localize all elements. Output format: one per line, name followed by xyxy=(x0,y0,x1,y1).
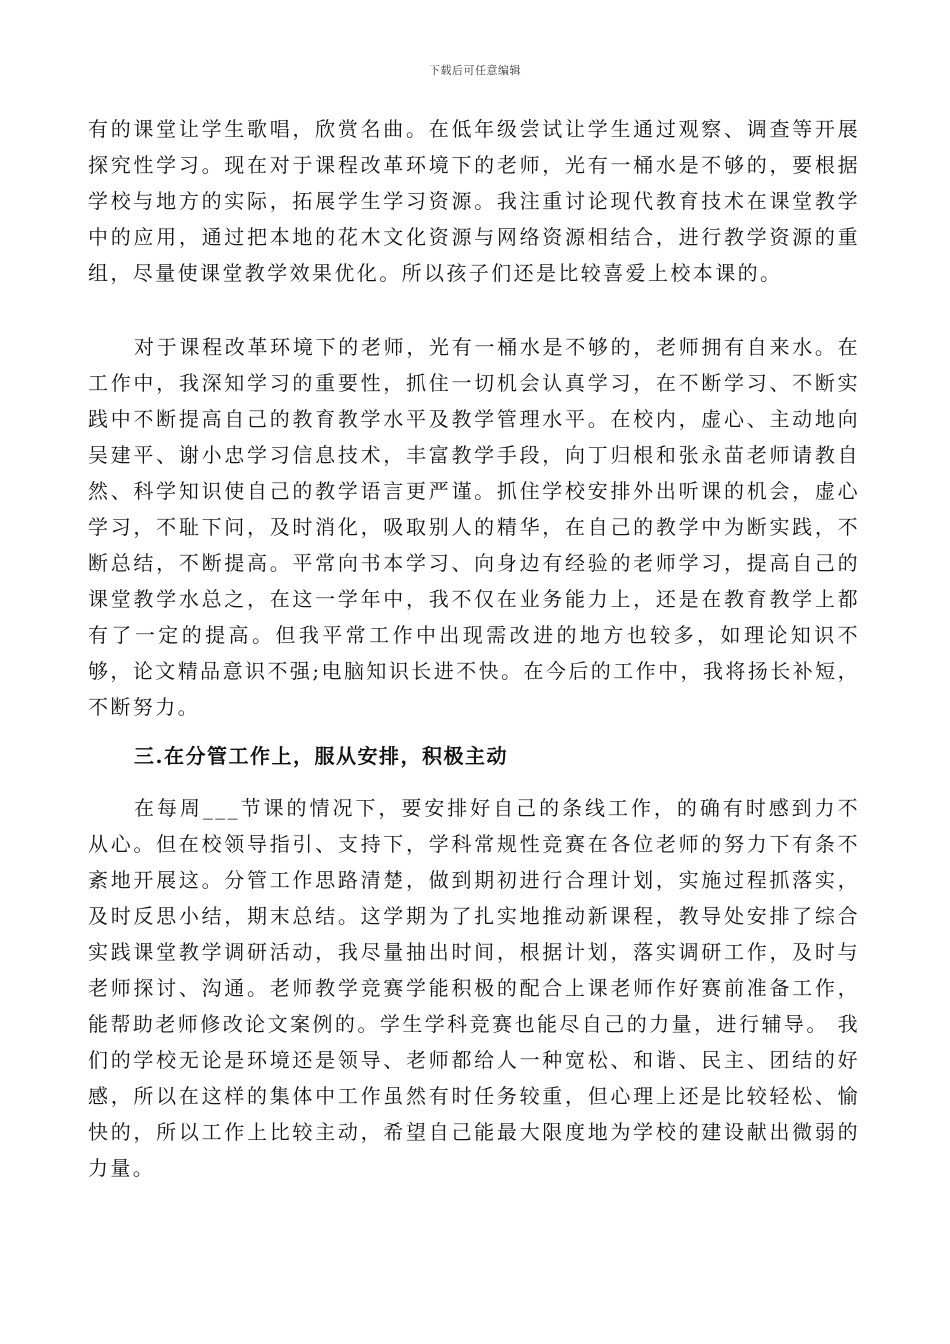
paragraph-1: 有的课堂让学生歌唱，欣赏名曲。在低年级尝试让学生通过观察、调查等开展探究性学习。现在对于课程改革环境下的老师，光有一桶水是不够的，要根据学校与地方的实际，拓展学生学习资源。我注重讨论现代教育技术在课堂教学中的应用，通过把本地的花木文化资源与网络资源相结合，进行教学资源的重组，尽量使课堂教学效果优化。所以孩子们还是比较喜爱上校本课的。 xyxy=(88,117,860,285)
paragraph-2: 对于课程改革环境下的老师，光有一桶水是不够的，老师拥有自来水。在工作中，我深知学习的重要性，抓住一切机会认真学习，在不断学习、不断实践中不断提高自己的教育教学水平及教学管理水平。在校内，虚心、主动地向吴建平、谢小忠学习信息技术，丰富教学手段，向丁归根和张永苗老师请教自然、科学知识使自己的教学语言更严谨。抓住学校安排外出听课的机会，虚心学习，不耻下问，及时消化，吸取别人的精华，在自己的教学中为断实践，不断总结，不断提高。平常向书本学习、向身边有经验的老师学习，提高自己的课堂教学水总之，在这一学年中，我不仅在业务能力上，还是在教育教学上都有了一定的提高。但我平常工作中出现需改进的地方也较多，如理论知识不够，论文精品意识不强;电脑知识长进不快。在今后的工作中，我将扬长补短，不断努力。 xyxy=(88,335,860,719)
section-heading: 三.在分管工作上，服从安排，积极主动 xyxy=(134,744,508,768)
header-note: 下载后可任意编辑 xyxy=(429,64,521,77)
paragraph-3: 在每周___节课的情况下，要安排好自己的条线工作，的确有时感到力不从心。但在校领导指引、支持下，学科常规性竞赛在各位老师的努力下有条不紊地开展这。分管工作思路清楚，做到期初进行合理计划，实施过程抓落实，及时反思小结，期末总结。这学期为了扎实地推动新课程，教导处安排了综合实践课堂教学调研活动，我尽量抽出时间，根据计划，落实调研工作，及时与老师探讨、沟通。老师教学竞赛学能积极的配合上课老师作好赛前准备工作，能帮助老师修改论文案例的。学生学科竞赛也能尽自己的力量，进行辅导。 我们的学校无论是环境还是领导、老师都给人一种宽松、和谐、民主、团结的好感，所以在这样的集体中工作虽然有时任务较重，但心理上还是比较轻松、愉快的，所以工作上比较主动，希望自己能最大限度地为学校的建设献出微弱的力量。 xyxy=(88,796,860,1180)
